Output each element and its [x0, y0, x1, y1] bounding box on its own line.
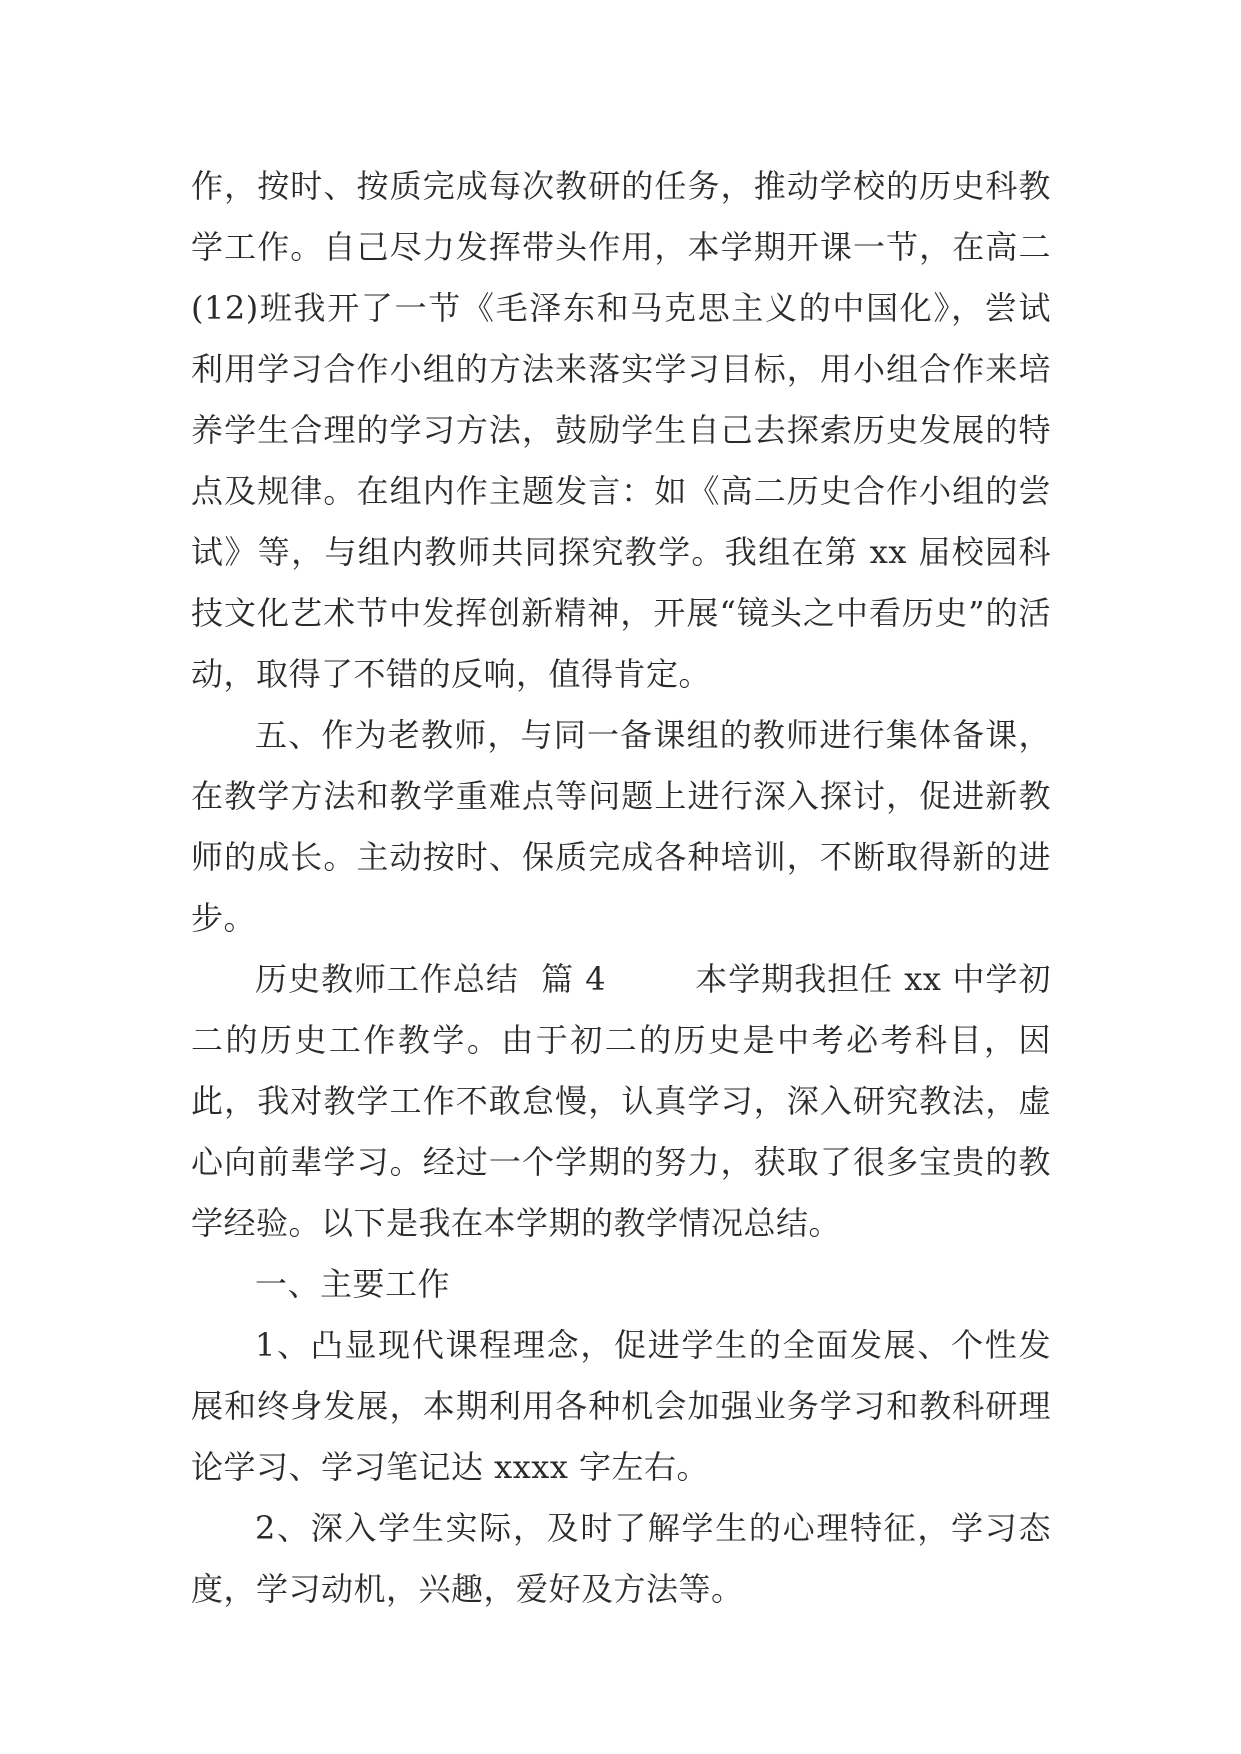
list-item-2: 2、深入学生实际，及时了解学生的心理特征，学习态度，学习动机，兴趣，爱好及方法等。 — [191, 1509, 1051, 1608]
paragraph-section-five: 五、作为老教师，与同一备课组的教师进行集体备课，在教学方法和教学重难点等问题上进行深入探讨，促进新教师的成长。主动按时、保质完成各种培训，不断取得新的进步。 — [191, 716, 1051, 937]
paragraph-summary-text: 本学期我担任 xx 中学初二的历史工作教学。由于初二的历史是中考必考科目，因此，我对教学工作不敢怠慢，认真学习，深入研究教法，虚心向前辈学习。经过一个学期的努力，获取了很多宝贵的教学经验。以下是我在本学期的教学情况总结。 — [191, 960, 1051, 1242]
section-heading: 历史教师工作总结 篇 4 — [255, 960, 607, 998]
subheading-main-work: 一、主要工作 — [255, 1265, 451, 1303]
paragraph-summary-part-4 — [191, 949, 1051, 1254]
document-body — [191, 156, 1051, 1620]
paragraph-continuation: 作，按时、按质完成每次教研的任务，推动学校的历史科教学工作。自己尽力发挥带头作用，本学期开课一节，在高二(12)班我开了一节《毛泽东和马克思主义的中国化》，尝试利用学习合作小组的方法来落实学习目标，用小组合作来培养学生合理的学习方法，鼓励学生自己去探索历史发展的特点及规律。在组内作主题发言：如《高二历史合作小组的尝试》等，与组内教师共同探究教学。我组在第 xx 届校园科技文化艺术节中发挥创新精神，开展“镜头之中看历史”的活动，取得了不错的反响，值得肯定。 — [191, 167, 1051, 693]
list-item-1: 1、凸显现代课程理念，促进学生的全面发展、个性发展和终身发展，本期利用各种机会加强业务学习和教科研理论学习、学习笔记达 xxxx 字左右。 — [191, 1326, 1051, 1486]
